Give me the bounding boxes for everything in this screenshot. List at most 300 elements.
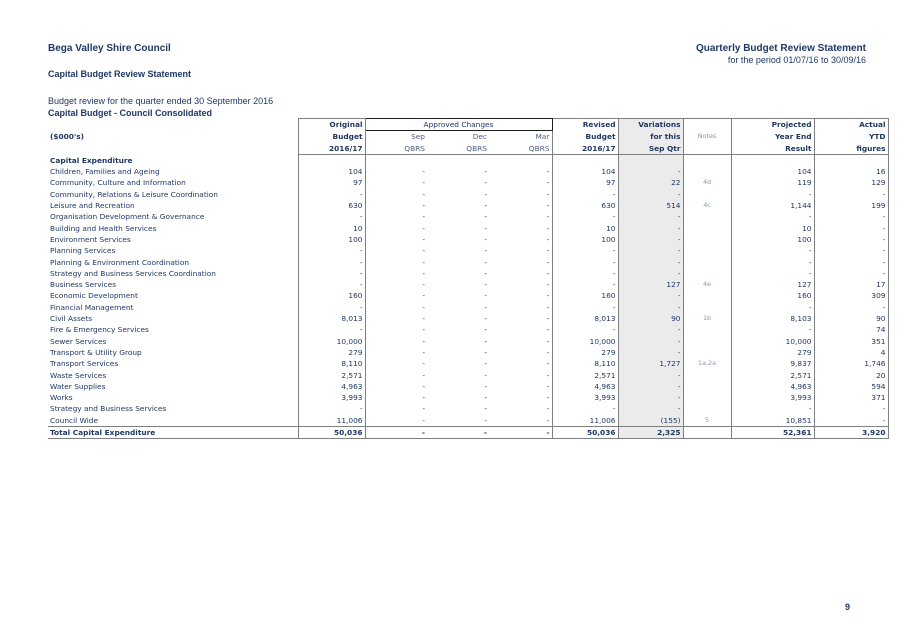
- mar-qbrs-cell: -: [546, 336, 550, 346]
- revised-budget-cell: 50,036: [552, 427, 618, 439]
- projected-result-cell: 119: [731, 177, 814, 188]
- table-row: [48, 392, 888, 403]
- original-budget-cell: -: [298, 211, 365, 222]
- projected-result-cell: -: [731, 257, 814, 268]
- projected-result-cell: -: [731, 245, 814, 256]
- col-projected-h1: Projected: [731, 119, 814, 131]
- notes-cell: 4d: [683, 177, 731, 188]
- mar-qbrs-cell: -: [546, 268, 550, 278]
- original-budget-cell: 97: [298, 177, 365, 188]
- dec-qbrs-cell: -: [484, 167, 487, 177]
- sep-qbrs-cell: -: [422, 280, 425, 290]
- variation-cell: 127: [618, 279, 683, 290]
- notes-cell: [683, 347, 731, 358]
- sep-qbrs-cell: -: [422, 268, 425, 278]
- header-row-2: [48, 131, 888, 143]
- total-row: [48, 427, 888, 439]
- variation-cell: -: [618, 403, 683, 414]
- original-budget-cell: -: [298, 189, 365, 200]
- original-budget-cell: 10: [298, 223, 365, 234]
- original-budget-cell: -: [298, 279, 365, 290]
- table-row: [48, 403, 888, 414]
- dec-qbrs-cell: -: [484, 257, 487, 267]
- mar-qbrs-cell: -: [546, 404, 550, 414]
- col-revised-h2: Budget: [552, 131, 618, 143]
- variation-cell: -: [618, 324, 683, 335]
- actual-ytd-cell: -: [814, 245, 888, 256]
- row-label: Building and Health Services: [50, 223, 157, 233]
- row-label: Transport Services: [50, 359, 119, 369]
- projected-result-cell: -: [731, 403, 814, 414]
- dec-qbrs-cell: -: [484, 325, 487, 335]
- sep-qbrs-cell: -: [422, 302, 425, 312]
- table-row: [48, 415, 888, 427]
- revised-budget-cell: -: [552, 302, 618, 313]
- revised-budget-cell: 279: [552, 347, 618, 358]
- original-budget-cell: 8,110: [298, 358, 365, 369]
- original-budget-cell: -: [298, 403, 365, 414]
- mar-qbrs-cell: -: [546, 189, 550, 199]
- sep-qbrs-cell: -: [422, 359, 425, 369]
- col-sep-h2: QBRS: [365, 143, 427, 155]
- notes-cell: 5: [683, 415, 731, 427]
- variation-cell: 90: [618, 313, 683, 324]
- original-budget-cell: 104: [298, 166, 365, 177]
- dec-qbrs-cell: -: [484, 234, 487, 244]
- header-row-1: [48, 119, 888, 131]
- approved-changes-header: Approved Changes: [365, 119, 552, 131]
- projected-result-cell: 52,361: [731, 427, 814, 439]
- sep-qbrs-cell: -: [422, 178, 425, 188]
- actual-ytd-cell: 90: [814, 313, 888, 324]
- mar-qbrs-cell: -: [546, 223, 550, 233]
- original-budget-cell: 10,000: [298, 336, 365, 347]
- table-row: [48, 211, 888, 222]
- notes-cell: [683, 381, 731, 392]
- notes-cell: [683, 336, 731, 347]
- mar-qbrs-cell: -: [546, 347, 550, 357]
- dec-qbrs-cell: -: [484, 268, 487, 278]
- table-row: [48, 313, 888, 324]
- original-budget-cell: 100: [298, 234, 365, 245]
- col-mar-h2: QBRS: [489, 143, 552, 155]
- row-label: Sewer Services: [50, 336, 107, 346]
- notes-cell: 1a,2a: [683, 358, 731, 369]
- projected-result-cell: 10,851: [731, 415, 814, 427]
- dec-qbrs-cell: -: [484, 302, 487, 312]
- revised-budget-cell: -: [552, 245, 618, 256]
- notes-cell: [683, 290, 731, 301]
- notes-cell: [683, 257, 731, 268]
- original-budget-cell: -: [298, 302, 365, 313]
- variation-cell: -: [618, 166, 683, 177]
- notes-cell: [683, 223, 731, 234]
- sep-qbrs-cell: -: [422, 223, 425, 233]
- notes-cell: 4e: [683, 279, 731, 290]
- table-row: [48, 358, 888, 369]
- sep-qbrs-cell: -: [422, 291, 425, 301]
- mar-qbrs-cell: -: [546, 201, 550, 211]
- table-row: [48, 189, 888, 200]
- sep-qbrs-cell: -: [422, 314, 425, 324]
- variation-cell: -: [618, 223, 683, 234]
- actual-ytd-cell: -: [814, 223, 888, 234]
- revised-budget-cell: -: [552, 211, 618, 222]
- mar-qbrs-cell: -: [489, 427, 552, 439]
- projected-result-cell: 104: [731, 166, 814, 177]
- col-sep-h1: Sep: [411, 132, 425, 142]
- variation-cell: -: [618, 257, 683, 268]
- notes-cell: [683, 245, 731, 256]
- notes-cell: 4c: [683, 200, 731, 211]
- col-revised-h3: 2016/17: [552, 143, 618, 155]
- original-budget-cell: 2,571: [298, 370, 365, 381]
- revised-budget-cell: -: [552, 324, 618, 335]
- projected-result-cell: 160: [731, 290, 814, 301]
- revised-budget-cell: 8,110: [552, 358, 618, 369]
- table-row: [48, 324, 888, 335]
- original-budget-cell: 3,993: [298, 392, 365, 403]
- sep-qbrs-cell: -: [422, 201, 425, 211]
- variation-cell: 1,727: [618, 358, 683, 369]
- table-row: [48, 234, 888, 245]
- row-label: Works: [50, 393, 73, 403]
- notes-cell: [683, 234, 731, 245]
- mar-qbrs-cell: -: [546, 415, 550, 425]
- original-budget-cell: -: [298, 245, 365, 256]
- actual-ytd-cell: -: [814, 211, 888, 222]
- col-revised-h1: Revised: [552, 119, 618, 131]
- actual-ytd-cell: -: [814, 403, 888, 414]
- variation-cell: -: [618, 370, 683, 381]
- table-row: [48, 279, 888, 290]
- mar-qbrs-cell: -: [546, 212, 550, 222]
- sep-qbrs-cell: -: [422, 325, 425, 335]
- original-budget-cell: 160: [298, 290, 365, 301]
- revised-budget-cell: 10: [552, 223, 618, 234]
- actual-ytd-cell: 4: [814, 347, 888, 358]
- col-original-h3: 2016/17: [298, 143, 365, 155]
- table-row: [48, 336, 888, 347]
- variation-cell: -: [618, 234, 683, 245]
- dec-qbrs-cell: -: [484, 393, 487, 403]
- original-budget-cell: -: [298, 324, 365, 335]
- variation-cell: -: [618, 211, 683, 222]
- row-label: Financial Management: [50, 302, 134, 312]
- sep-qbrs-cell: -: [422, 347, 425, 357]
- variation-cell: 2,325: [618, 427, 683, 439]
- revised-budget-cell: 160: [552, 290, 618, 301]
- revised-budget-cell: 2,571: [552, 370, 618, 381]
- dec-qbrs-cell: -: [484, 246, 487, 256]
- row-label: Economic Development: [50, 291, 138, 301]
- notes-cell: [683, 392, 731, 403]
- row-label: Civil Assets: [50, 314, 93, 324]
- actual-ytd-cell: -: [814, 415, 888, 427]
- original-budget-cell: -: [298, 257, 365, 268]
- section-subtitle: Capital Budget Review Statement: [48, 69, 192, 79]
- notes-cell: [683, 268, 731, 279]
- projected-result-cell: 8,103: [731, 313, 814, 324]
- units-label: ($000's): [50, 132, 84, 142]
- col-variations-h1: Variations: [618, 119, 683, 131]
- total-label: Total Capital Expenditure: [48, 427, 298, 439]
- actual-ytd-cell: 1,746: [814, 358, 888, 369]
- notes-cell: [683, 403, 731, 414]
- projected-result-cell: 9,837: [731, 358, 814, 369]
- table-row: [48, 200, 888, 211]
- variation-cell: 514: [618, 200, 683, 211]
- original-budget-cell: 279: [298, 347, 365, 358]
- variation-cell: (155): [618, 415, 683, 427]
- col-actual-h3: figures: [814, 143, 888, 155]
- revised-budget-cell: 10,000: [552, 336, 618, 347]
- variation-cell: -: [618, 381, 683, 392]
- sep-qbrs-cell: -: [422, 393, 425, 403]
- variation-cell: -: [618, 302, 683, 313]
- col-variations-h3: Sep Qtr: [618, 143, 683, 155]
- capital-budget-table: [48, 118, 889, 439]
- variation-cell: -: [618, 290, 683, 301]
- revised-budget-cell: 100: [552, 234, 618, 245]
- revised-budget-cell: -: [552, 257, 618, 268]
- dec-qbrs-cell: -: [427, 427, 489, 439]
- revised-budget-cell: -: [552, 403, 618, 414]
- row-label: Environment Services: [50, 234, 131, 244]
- col-projected-h2: Year End: [731, 131, 814, 143]
- table-row: [48, 223, 888, 234]
- dec-qbrs-cell: -: [484, 381, 487, 391]
- table-row: [48, 370, 888, 381]
- projected-result-cell: -: [731, 189, 814, 200]
- actual-ytd-cell: -: [814, 302, 888, 313]
- projected-result-cell: 10,000: [731, 336, 814, 347]
- revised-budget-cell: 104: [552, 166, 618, 177]
- projected-result-cell: 100: [731, 234, 814, 245]
- variation-cell: 22: [618, 177, 683, 188]
- variation-cell: -: [618, 189, 683, 200]
- table-title: Capital Budget - Council Consolidated: [48, 108, 212, 118]
- dec-qbrs-cell: -: [484, 404, 487, 414]
- row-label: Strategy and Business Services Coordination: [50, 268, 216, 278]
- sep-qbrs-cell: -: [422, 336, 425, 346]
- mar-qbrs-cell: -: [546, 280, 550, 290]
- projected-result-cell: 10: [731, 223, 814, 234]
- revised-budget-cell: -: [552, 279, 618, 290]
- original-budget-cell: -: [298, 268, 365, 279]
- actual-ytd-cell: -: [814, 234, 888, 245]
- mar-qbrs-cell: -: [546, 314, 550, 324]
- statement-period: for the period 01/07/16 to 30/09/16: [727, 55, 866, 65]
- dec-qbrs-cell: -: [484, 201, 487, 211]
- original-budget-cell: 630: [298, 200, 365, 211]
- table-row: [48, 245, 888, 256]
- actual-ytd-cell: 594: [814, 381, 888, 392]
- mar-qbrs-cell: -: [546, 178, 550, 188]
- header-row-3: [48, 143, 888, 155]
- sep-qbrs-cell: -: [422, 370, 425, 380]
- dec-qbrs-cell: -: [484, 178, 487, 188]
- revised-budget-cell: 8,013: [552, 313, 618, 324]
- actual-ytd-cell: 129: [814, 177, 888, 188]
- actual-ytd-cell: 309: [814, 290, 888, 301]
- actual-ytd-cell: 20: [814, 370, 888, 381]
- row-label: Transport & Utility Group: [50, 347, 142, 357]
- mar-qbrs-cell: -: [546, 370, 550, 380]
- actual-ytd-cell: 3,920: [814, 427, 888, 439]
- notes-cell: [683, 166, 731, 177]
- dec-qbrs-cell: -: [484, 291, 487, 301]
- projected-result-cell: 3,993: [731, 392, 814, 403]
- revised-budget-cell: 97: [552, 177, 618, 188]
- page-number: 9: [844, 602, 850, 612]
- dec-qbrs-cell: -: [484, 212, 487, 222]
- sep-qbrs-cell: -: [422, 234, 425, 244]
- sep-qbrs-cell: -: [422, 404, 425, 414]
- sep-qbrs-cell: -: [422, 212, 425, 222]
- dec-qbrs-cell: -: [484, 280, 487, 290]
- notes-cell: [683, 302, 731, 313]
- notes-cell: [683, 324, 731, 335]
- variation-cell: -: [618, 336, 683, 347]
- sep-qbrs-cell: -: [422, 381, 425, 391]
- row-label: Waste Services: [50, 370, 107, 380]
- row-label: Leisure and Recreation: [50, 201, 135, 211]
- actual-ytd-cell: 74: [814, 324, 888, 335]
- sep-qbrs-cell: -: [422, 257, 425, 267]
- actual-ytd-cell: 17: [814, 279, 888, 290]
- section-row: [48, 154, 888, 166]
- row-label: Organisation Development & Governance: [50, 212, 205, 222]
- mar-qbrs-cell: -: [546, 325, 550, 335]
- original-budget-cell: 4,963: [298, 381, 365, 392]
- row-label: Strategy and Business Services: [50, 404, 167, 414]
- revised-budget-cell: -: [552, 189, 618, 200]
- dec-qbrs-cell: -: [484, 223, 487, 233]
- dec-qbrs-cell: -: [484, 415, 487, 425]
- row-label: Fire & Emergency Services: [50, 325, 149, 335]
- projected-result-cell: 279: [731, 347, 814, 358]
- revised-budget-cell: 11,006: [552, 415, 618, 427]
- row-label: Community, Culture and Information: [50, 178, 186, 188]
- projected-result-cell: 1,144: [731, 200, 814, 211]
- table-row: [48, 257, 888, 268]
- table-row: [48, 347, 888, 358]
- table-row: [48, 381, 888, 392]
- col-actual-h2: YTD: [814, 131, 888, 143]
- actual-ytd-cell: 199: [814, 200, 888, 211]
- mar-qbrs-cell: -: [546, 291, 550, 301]
- actual-ytd-cell: -: [814, 268, 888, 279]
- mar-qbrs-cell: -: [546, 381, 550, 391]
- original-budget-cell: 50,036: [298, 427, 365, 439]
- table-row: [48, 268, 888, 279]
- actual-ytd-cell: 371: [814, 392, 888, 403]
- original-budget-cell: 8,013: [298, 313, 365, 324]
- revised-budget-cell: 3,993: [552, 392, 618, 403]
- dec-qbrs-cell: -: [484, 359, 487, 369]
- mar-qbrs-cell: -: [546, 234, 550, 244]
- revised-budget-cell: 4,963: [552, 381, 618, 392]
- projected-result-cell: 2,571: [731, 370, 814, 381]
- variation-cell: -: [618, 268, 683, 279]
- sep-qbrs-cell: -: [422, 167, 425, 177]
- original-budget-cell: 11,006: [298, 415, 365, 427]
- mar-qbrs-cell: -: [546, 393, 550, 403]
- sep-qbrs-cell: -: [422, 246, 425, 256]
- mar-qbrs-cell: -: [546, 359, 550, 369]
- section-label: Capital Expenditure: [50, 155, 133, 165]
- revised-budget-cell: 630: [552, 200, 618, 211]
- sep-qbrs-cell: -: [422, 189, 425, 199]
- projected-result-cell: -: [731, 211, 814, 222]
- row-label: Council Wide: [50, 415, 99, 425]
- actual-ytd-cell: 16: [814, 166, 888, 177]
- variation-cell: -: [618, 392, 683, 403]
- table-row: [48, 290, 888, 301]
- mar-qbrs-cell: -: [546, 257, 550, 267]
- dec-qbrs-cell: -: [484, 189, 487, 199]
- projected-result-cell: 127: [731, 279, 814, 290]
- notes-cell: [683, 211, 731, 222]
- projected-result-cell: -: [731, 268, 814, 279]
- table-row: [48, 166, 888, 177]
- col-notes-header: Notes: [683, 131, 731, 143]
- table-row: [48, 177, 888, 188]
- actual-ytd-cell: -: [814, 257, 888, 268]
- notes-cell: [683, 189, 731, 200]
- mar-qbrs-cell: -: [546, 302, 550, 312]
- dec-qbrs-cell: -: [484, 370, 487, 380]
- row-label: Planning & Environment Coordination: [50, 257, 190, 267]
- mar-qbrs-cell: -: [546, 246, 550, 256]
- variation-cell: -: [618, 347, 683, 358]
- table-row: [48, 302, 888, 313]
- sep-qbrs-cell: -: [422, 415, 425, 425]
- mar-qbrs-cell: -: [546, 167, 550, 177]
- dec-qbrs-cell: -: [484, 314, 487, 324]
- sep-qbrs-cell: -: [365, 427, 427, 439]
- col-dec-h2: QBRS: [427, 143, 489, 155]
- review-line: Budget review for the quarter ended 30 September 2016: [48, 96, 274, 106]
- row-label: Business Services: [50, 280, 117, 290]
- actual-ytd-cell: -: [814, 189, 888, 200]
- projected-result-cell: -: [731, 302, 814, 313]
- col-mar-h1: Mar: [535, 132, 550, 142]
- col-variations-h2: for this: [618, 131, 683, 143]
- actual-ytd-cell: 351: [814, 336, 888, 347]
- row-label: Water Supplies: [50, 381, 106, 391]
- row-label: Children, Families and Ageing: [50, 167, 160, 177]
- notes-cell: [683, 370, 731, 381]
- dec-qbrs-cell: -: [484, 347, 487, 357]
- statement-title: Quarterly Budget Review Statement: [695, 43, 866, 54]
- projected-result-cell: -: [731, 324, 814, 335]
- organisation-name: Bega Valley Shire Council: [48, 43, 171, 54]
- projected-result-cell: 4,963: [731, 381, 814, 392]
- row-label: Planning Services: [50, 246, 116, 256]
- col-actual-h1: Actual: [814, 119, 888, 131]
- row-label: Community, Relations & Leisure Coordination: [50, 189, 218, 199]
- dec-qbrs-cell: -: [484, 336, 487, 346]
- col-projected-h3: Result: [731, 143, 814, 155]
- notes-cell: [683, 427, 731, 439]
- notes-cell: 1b: [683, 313, 731, 324]
- col-original-h1: Original: [298, 119, 365, 131]
- revised-budget-cell: -: [552, 268, 618, 279]
- variation-cell: -: [618, 245, 683, 256]
- col-dec-h1: Dec: [472, 132, 487, 142]
